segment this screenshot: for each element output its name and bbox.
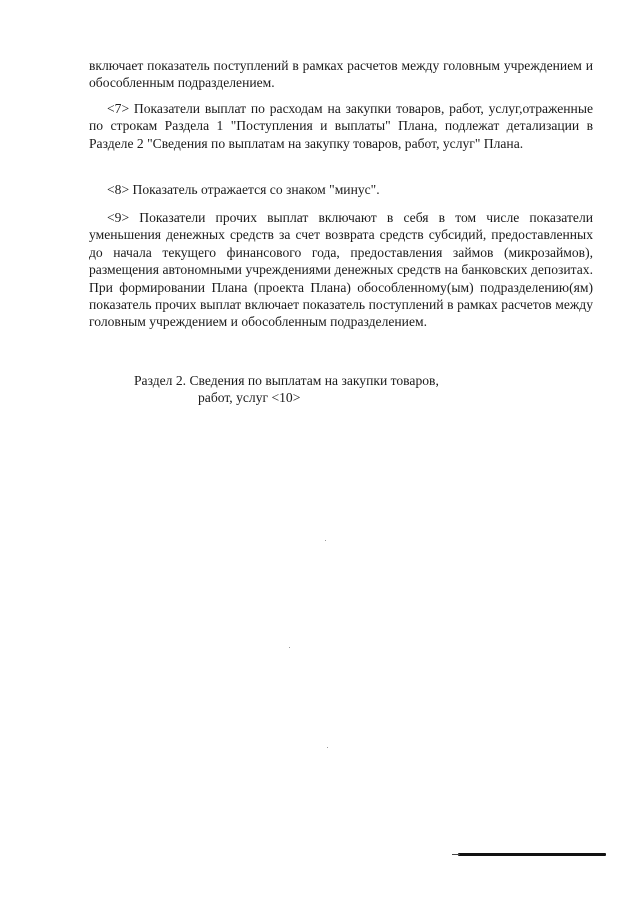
footer-rule (458, 853, 606, 856)
section-title-line-1: Раздел 2. Сведения по выплатам на закупки товаров, (134, 373, 439, 388)
scan-speck (289, 647, 290, 648)
section-title-line-2: работ, услуг <10> (198, 390, 301, 406)
scan-speck (327, 747, 328, 748)
section-2-title (134, 372, 514, 407)
scan-speck (325, 540, 326, 541)
footnote-8: <8> Показатель отражается со знаком "минус". (107, 182, 380, 197)
footnote-9: <9> Показатели прочих выплат включают в себя в том числе показатели уменьшения денежных средств за счет возврата средств субсидий, предоставленных до начала текущего финансового года, предоставления займов (микрозаймов), размещения автономными учреждениями денежных средств на банковских депозитах. При формировании Плана (проекта Плана) обособленному(ым) подразделению(ям) показатель прочих выплат включает показатель поступлений в рамках расчетов между головным учреждением и обособленным подразделением. (89, 210, 593, 330)
footnote-7: <7> Показатели выплат по расходам на закупки товаров, работ, услуг,отраженные по строкам Раздела 1 "Поступления и выплаты" Плана, подлежат детализации в Разделе 2 "Сведения по выплатам на закупку товаров, работ, услуг" Плана. (89, 101, 593, 151)
paragraph-continuation: включает показатель поступлений в рамках расчетов между головным учреждением и обособленным подразделением. (89, 58, 593, 91)
